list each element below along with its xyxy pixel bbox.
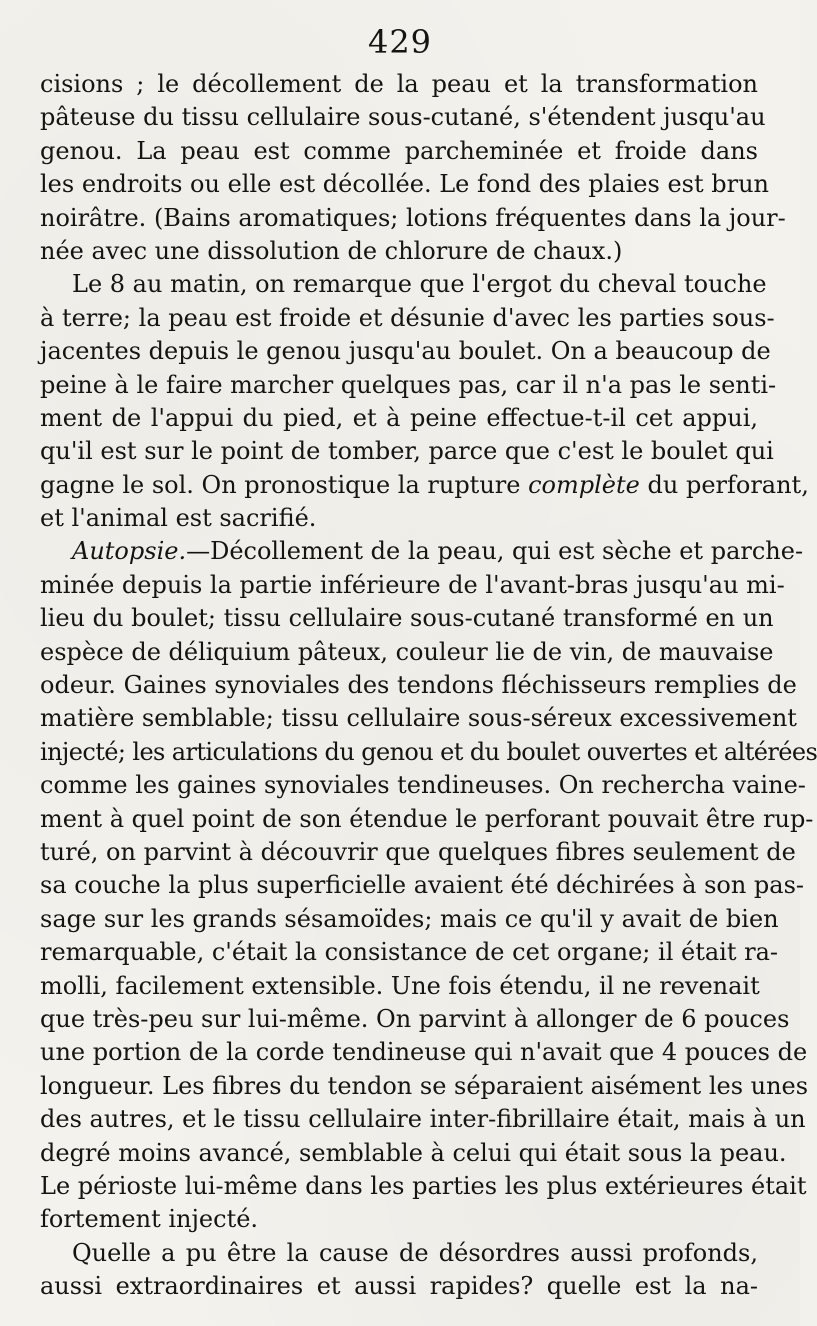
text-line: à terre; la peau est froide et désunie d'avec les parties sous- xyxy=(40,303,775,332)
text-line: matière semblable; tissu cellulaire sous-séreux excessivement xyxy=(40,704,797,733)
text-line: Quelle a pu être la cause de désordres aussi profonds, xyxy=(72,1238,758,1267)
text-line: ment de l'appui du pied, et à peine effectue-t-il cet appui, xyxy=(40,403,758,432)
text-segment: —Décollement de la peau, qui est sèche et parche- xyxy=(186,537,804,566)
text-line: les endroits ou elle est décollée. Le fond des plaies est brun xyxy=(40,170,769,199)
italic-word: complète xyxy=(528,470,640,499)
text-line: une portion de la corde tendineuse qui n'avait que 4 pouces de xyxy=(40,1038,808,1067)
text-line: lieu du boulet; tissu cellulaire sous-cutané transformé en un xyxy=(40,604,774,633)
text-line: injecté; les articulations du genou et du boulet ouvertes et altérées xyxy=(40,737,817,766)
text-line: ment à quel point de son étendue le perforant pouvait être rup- xyxy=(40,804,814,833)
text-segment: gagne le sol. On pronostique la rupture xyxy=(40,470,521,499)
text-line: minée depuis la partie inférieure de l'avant-bras jusqu'au mi- xyxy=(40,570,785,599)
text-line: comme les gaines synoviales tendineuses. On rechercha vaine- xyxy=(40,771,806,800)
text-line: née avec une dissolution de chlorure de chaux.) xyxy=(40,236,623,265)
text-line: jacentes depuis le genou jusqu'au boulet. On a beaucoup de xyxy=(40,337,771,366)
text-segment: du perforant, xyxy=(647,470,809,499)
text-line: cisions ; le décollement de la peau et la transformation xyxy=(40,70,758,98)
text-line: qu'il est sur le point de tomber, parce que c'est le boulet qui xyxy=(40,437,774,466)
text-line: odeur. Gaines synoviales des tendons fléchisseurs remplies de xyxy=(40,671,797,700)
page-number: 429 xyxy=(367,23,433,61)
text-line: degré moins avancé, semblable à celui qui était sous la peau. xyxy=(40,1138,787,1167)
text-line xyxy=(40,535,804,568)
text-line: sa couche la plus superficielle avaient été déchirées à son pas- xyxy=(40,871,805,900)
text-line: fortement injecté. xyxy=(40,1205,259,1234)
text-line: genou. La peau est comme parcheminée et froide dans xyxy=(40,136,758,165)
text-line: aussi extraordinaires et aussi rapides? quelle est la na- xyxy=(40,1272,758,1301)
text-line: remarquable, c'était la consistance de cet organe; il était ra- xyxy=(40,938,778,967)
section-heading-autopsie: Autopsie. xyxy=(72,537,187,566)
text-line: molli, facilement extensible. Une fois étendu, il ne revenait xyxy=(40,971,760,1000)
text-line: et l'animal est sacrifié. xyxy=(40,504,317,533)
text-line: sage sur les grands sésamoïdes; mais ce qu'il y avait de bien xyxy=(40,904,779,933)
text-line: longueur. Les fibres du tendon se séparaient aisément les unes xyxy=(40,1071,809,1100)
text-line: Le périoste lui-même dans les parties les plus extérieures était xyxy=(40,1171,807,1200)
text-line: des autres, et le tissu cellulaire inter-fibrillaire était, mais à un xyxy=(40,1105,806,1134)
text-line: peine à le faire marcher quelques pas, car il n'a pas le senti- xyxy=(40,370,777,399)
text-line: Le 8 au matin, on remarque que l'ergot du cheval touche xyxy=(72,270,767,299)
text-line: espèce de déliquium pâteux, couleur lie de vin, de mauvaise xyxy=(40,637,774,666)
text-line: turé, on parvint à découvrir que quelques fibres seulement de xyxy=(40,837,796,866)
text-line: noirâtre. (Bains aromatiques; lotions fréquentes dans la jour- xyxy=(40,203,786,232)
body-text xyxy=(40,68,817,1303)
text-line xyxy=(40,469,809,502)
text-line: que très-peu sur lui-même. On parvint à allonger de 6 pouces xyxy=(40,1004,790,1033)
text-line: pâteuse du tissu cellulaire sous-cutané, s'étendent jusqu'au xyxy=(40,103,766,132)
